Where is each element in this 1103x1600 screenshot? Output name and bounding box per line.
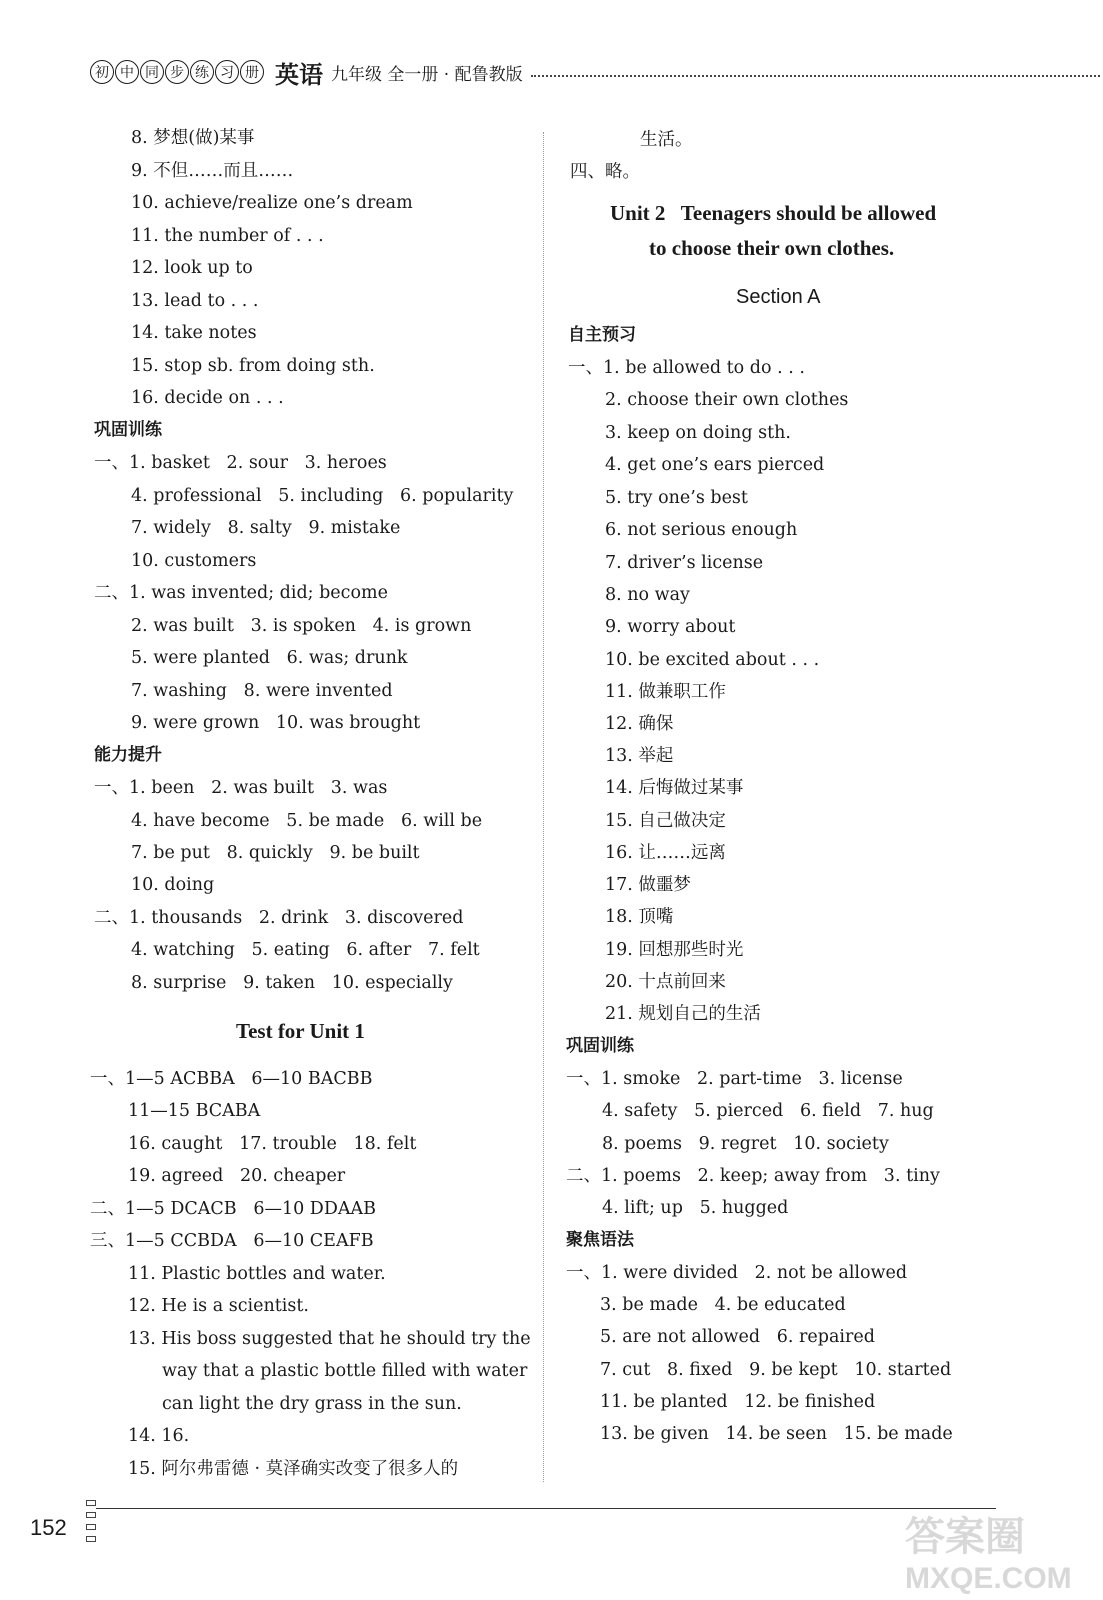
answer-line: 二、1. thousands 2. drink 3. discovered (94, 908, 464, 928)
answer-line: 13. His boss suggested that he should try the (128, 1329, 531, 1349)
answer-line: 4. have become 5. be made 6. will be (131, 811, 483, 831)
answer-line: 9. 不但……而且…… (131, 161, 294, 181)
answer-line: 13. 举起 (605, 746, 674, 766)
answer-line: 16. decide on . . . (131, 388, 284, 408)
answer-line: 4. get one’s ears pierced (605, 455, 825, 475)
section-heading-nengli: 能力提升 (94, 745, 162, 765)
answer-line: 二、1. was invented; did; become (94, 583, 388, 603)
section-heading-jujiao: 聚焦语法 (566, 1230, 634, 1250)
answer-line: 15. stop sb. from doing sth. (131, 356, 375, 376)
answer-line: 一、1. be allowed to do . . . (568, 358, 805, 378)
answer-line: 3. be made 4. be educated (600, 1295, 846, 1315)
answer-line: 2. choose their own clothes (605, 390, 849, 410)
answer-line: 4. watching 5. eating 6. after 7. felt (131, 940, 480, 960)
answer-line: 2. was built 3. is spoken 4. is grown (131, 616, 472, 636)
answer-line: 15. 阿尔弗雷德 · 莫泽确实改变了很多人的 (128, 1459, 459, 1479)
answer-line: 4. professional 5. including 6. popularity (131, 486, 514, 506)
answer-line: 5. try one’s best (605, 488, 748, 508)
answer-line: 8. surprise 9. taken 10. especially (131, 973, 453, 993)
series-char: 习 (215, 60, 239, 84)
series-char: 册 (240, 60, 264, 84)
series-char: 初 (90, 60, 114, 84)
watermark-url: MXQE.COM (905, 1562, 1072, 1595)
answer-line: 7. be put 8. quickly 9. be built (131, 843, 420, 863)
answer-line: 11. be planted 12. be finished (600, 1392, 876, 1412)
answer-line: 14. 后悔做过某事 (605, 778, 744, 798)
answer-line: 12. He is a scientist. (128, 1296, 309, 1316)
series-title (90, 60, 265, 84)
unit-title-cont: to choose their own clothes. (649, 236, 895, 260)
answer-line: 14. 16. (128, 1426, 190, 1446)
section-heading-gonggu-2: 巩固训练 (566, 1036, 634, 1056)
header-dotted-rule (531, 75, 1100, 77)
answer-line: 一、1—5 ACBBA 6—10 BACBB (90, 1069, 373, 1089)
series-char: 练 (190, 60, 214, 84)
answer-line: way that a plastic bottle filled with water (162, 1361, 528, 1381)
answer-line: 16. 让……远离 (605, 843, 726, 863)
answer-line: 8. 梦想(做)某事 (131, 128, 255, 148)
answer-line: 18. 顶嘴 (605, 907, 674, 927)
answer-line: 20. 十点前回来 (605, 972, 726, 992)
unit-title: Unit 2 Teenagers should be allowed (610, 201, 937, 225)
section-heading-gonggu: 巩固训练 (94, 420, 162, 440)
answer-line: 14. take notes (131, 323, 257, 343)
answer-line: 15. 自己做决定 (605, 811, 726, 831)
answer-line: 6. not serious enough (605, 520, 798, 540)
answer-line: 3. keep on doing sth. (605, 423, 791, 443)
answer-line: 7. washing 8. were invented (131, 681, 393, 701)
answer-line: 一、1. smoke 2. part-time 3. license (566, 1069, 903, 1089)
answer-line: 13. lead to . . . (131, 291, 259, 311)
answer-line: 5. were planted 6. was; drunk (131, 648, 408, 668)
answer-line: 19. agreed 20. cheaper (128, 1166, 346, 1186)
column-divider (543, 132, 544, 1482)
answer-line: 10. customers (131, 551, 257, 571)
series-char: 步 (165, 60, 189, 84)
answer-line: 11. Plastic bottles and water. (128, 1264, 386, 1284)
answer-line: 10. be excited about . . . (605, 650, 820, 670)
answer-line: 19. 回想那些时光 (605, 940, 744, 960)
answer-line: 8. no way (605, 585, 690, 605)
section-title: Section A (736, 286, 821, 308)
answer-line: 7. cut 8. fixed 9. be kept 10. started (600, 1360, 952, 1380)
answer-line: 四、略。 (570, 162, 640, 182)
answer-line: 一、1. basket 2. sour 3. heroes (94, 453, 387, 473)
answer-line: 11—15 BCABA (128, 1101, 261, 1121)
answer-line: 7. widely 8. salty 9. mistake (131, 518, 401, 538)
answer-line: 9. were grown 10. was brought (131, 713, 421, 733)
answer-line: 4. lift; up 5. hugged (602, 1198, 789, 1218)
answer-line: 8. poems 9. regret 10. society (602, 1134, 889, 1154)
answer-line: can light the dry grass in the sun. (162, 1394, 462, 1414)
answer-line: 16. caught 17. trouble 18. felt (128, 1134, 417, 1154)
page-number: 152 (30, 1515, 67, 1540)
answer-line: 10. achieve/realize one’s dream (131, 193, 413, 213)
answer-line: 5. are not allowed 6. repaired (600, 1327, 875, 1347)
answer-line: 13. be given 14. be seen 15. be made (600, 1424, 953, 1444)
answer-line: 二、1—5 DCACB 6—10 DDAAB (90, 1199, 376, 1219)
answer-line: 11. the number of . . . (131, 226, 324, 246)
answer-line: 11. 做兼职工作 (605, 682, 726, 702)
answer-line: 12. 确保 (605, 714, 674, 734)
answer-line: 21. 规划自己的生活 (605, 1004, 761, 1024)
answer-line: 9. worry about (605, 617, 736, 637)
answer-line: 一、1. been 2. was built 3. was (94, 778, 388, 798)
answer-line: 10. doing (131, 875, 215, 895)
footer-rule (96, 1508, 996, 1509)
answer-line: 17. 做噩梦 (605, 875, 691, 895)
answer-line: 12. look up to (131, 258, 253, 278)
page-header (90, 54, 1100, 90)
watermark-text: 答案圈 (905, 1514, 1025, 1560)
series-char: 中 (115, 60, 139, 84)
answer-line: 4. safety 5. pierced 6. field 7. hug (602, 1101, 934, 1121)
subject-title: 英语 (275, 60, 323, 89)
watermark-logo (905, 1505, 1095, 1597)
series-char: 同 (140, 60, 164, 84)
answer-line: 一、1. were divided 2. not be allowed (566, 1263, 908, 1283)
answer-line: 生活。 (640, 130, 693, 150)
answer-line: 二、1. poems 2. keep; away from 3. tiny (566, 1166, 940, 1186)
answer-line: 三、1—5 CCBDA 6—10 CEAFB (90, 1231, 374, 1251)
answer-line: 7. driver’s license (605, 553, 764, 573)
footer-marks (86, 1500, 96, 1570)
test-title: Test for Unit 1 (236, 1019, 365, 1043)
section-heading-zizhu: 自主预习 (568, 325, 636, 345)
grade-info: 九年级 全一册 · 配鲁教版 (331, 64, 523, 85)
